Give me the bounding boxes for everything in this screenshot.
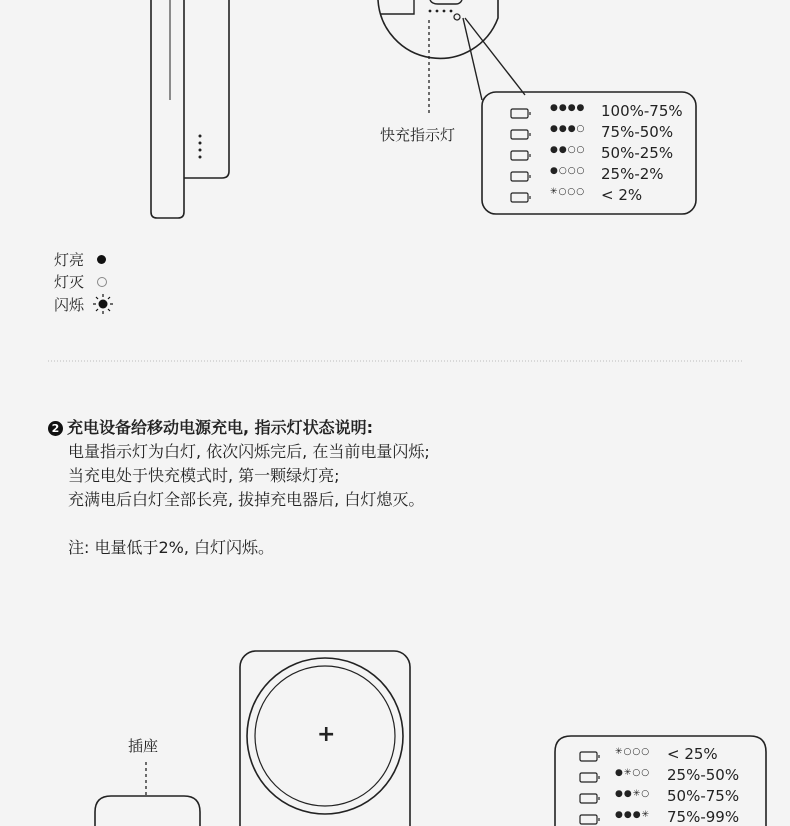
section-heading bbox=[48, 416, 430, 440]
instruction-line: 充满电后白灯全部长亮, 拔掉充电器后, 白灯熄灭。 bbox=[68, 490, 425, 509]
blinking-dot-icon bbox=[92, 293, 114, 315]
level-text: 75%-99% bbox=[667, 808, 740, 826]
note-line: 注: 电量低于2%, 白灯闪烁。 bbox=[68, 538, 275, 557]
level-dots: ●●●✳ bbox=[615, 810, 651, 820]
level-text: 25%-2% bbox=[601, 165, 664, 183]
filled-dot-icon bbox=[97, 255, 106, 264]
legend-item-off bbox=[54, 271, 107, 292]
fast-charge-indicator-label: 快充指示灯 bbox=[380, 126, 456, 144]
level-text: < 2% bbox=[601, 186, 643, 204]
legend-label: 灯灭 bbox=[54, 273, 85, 291]
level-dots: ✳○○○ bbox=[550, 187, 586, 197]
socket-label: 插座 bbox=[128, 737, 159, 755]
section-2 bbox=[48, 416, 430, 560]
level-text: 100%-75% bbox=[601, 102, 683, 120]
plus-symbol: + bbox=[317, 722, 336, 747]
instruction-line: 当充电处于快充模式时, 第一颗绿灯亮; bbox=[68, 466, 340, 485]
section-number-badge: 2 bbox=[48, 421, 63, 436]
level-text: 50%-25% bbox=[601, 144, 674, 162]
level-text: 25%-50% bbox=[667, 766, 740, 784]
legend-item-blink bbox=[54, 293, 114, 315]
section-heading-text: 充电设备给移动电源充电, 指示灯状态说明: bbox=[67, 418, 374, 437]
level-text: 75%-50% bbox=[601, 123, 674, 141]
level-text: 50%-75% bbox=[667, 787, 740, 805]
legend-label: 闪烁 bbox=[54, 296, 85, 314]
legend-item-on bbox=[54, 249, 106, 270]
level-dots: ●✳○○ bbox=[615, 768, 651, 778]
level-dots: ●○○○ bbox=[550, 166, 586, 176]
level-dots: ●●○○ bbox=[550, 145, 586, 155]
empty-dot-icon bbox=[97, 277, 107, 287]
level-dots: ●●✳○ bbox=[615, 789, 651, 799]
level-dots: ●●●○ bbox=[550, 124, 586, 134]
level-text: < 25% bbox=[667, 745, 718, 763]
legend-label: 灯亮 bbox=[54, 251, 85, 269]
level-dots: ●●●● bbox=[550, 103, 586, 113]
instruction-line: 电量指示灯为白灯, 依次闪烁完后, 在当前电量闪烁; bbox=[68, 442, 430, 461]
level-dots: ✳○○○ bbox=[615, 747, 651, 757]
